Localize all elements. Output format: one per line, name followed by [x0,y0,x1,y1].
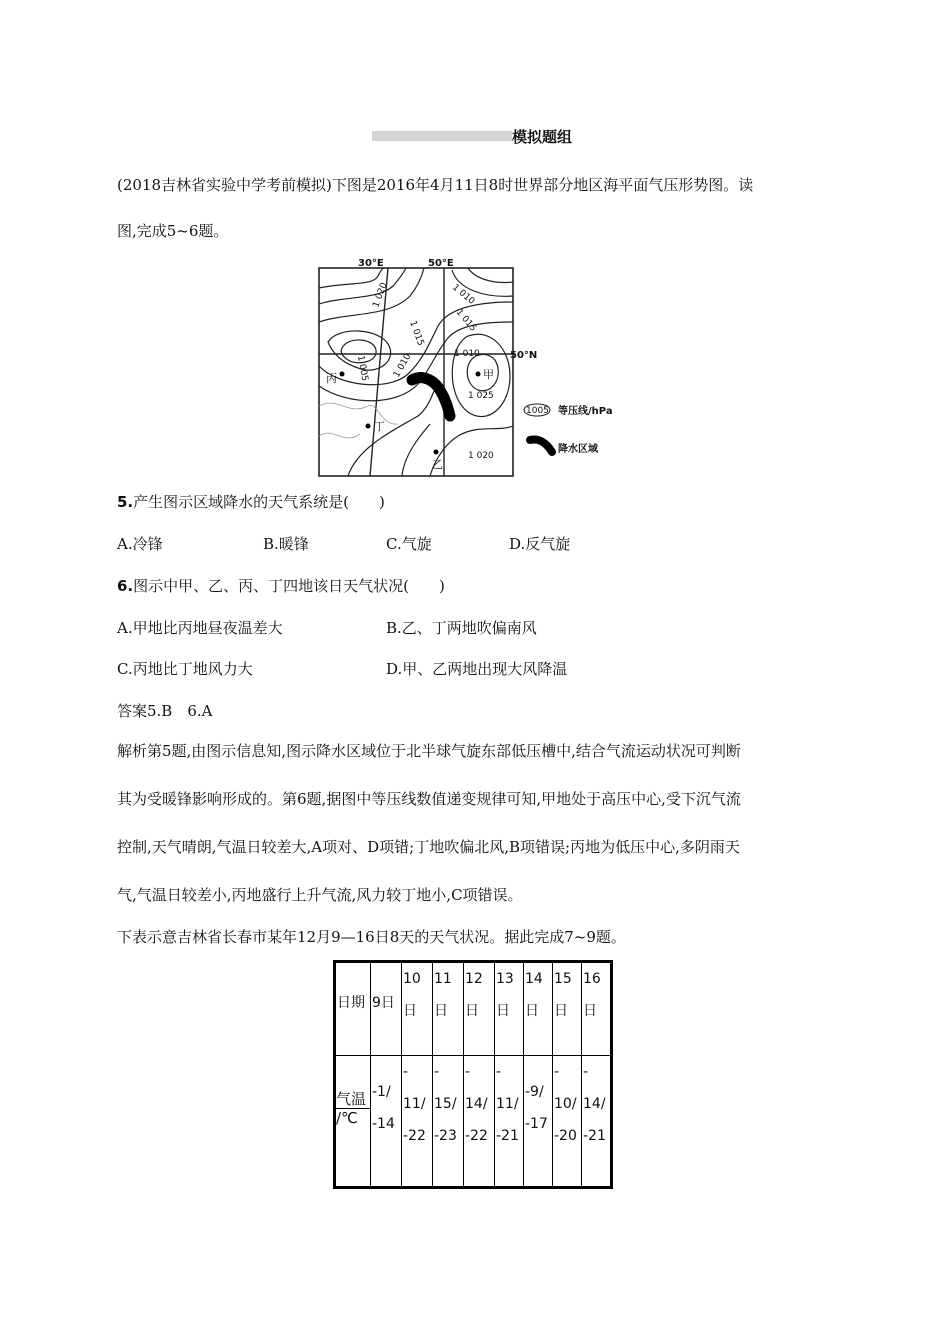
temp-cell: - 15/ -23 [434,1064,457,1144]
table-cell [335,1056,371,1188]
table-cell [371,962,402,1056]
q5-option-b: B.暖锋 [263,535,309,553]
isobar-label: 1 010 [391,352,414,380]
header-cell: 14 日 [525,971,543,1019]
q6-option-d: D.甲、乙两地出现大风降温 [386,660,568,678]
header-cell: 10 日 [403,971,421,1019]
analysis-line-3: 控制,天气晴朗,气温日较差大,A项对、D项错;丁地吹偏北风,B项错误;丙地为低压中心,多阴雨天 [117,838,740,856]
table-cell [495,962,524,1056]
question-5-number: 5. [117,493,134,511]
isobar-label: 1 010 [450,282,477,307]
pressure-map [318,256,648,478]
question-6-stem: 图示中甲、乙、丙、丁四地该日天气状况( ) [133,577,445,595]
table-cell [402,1056,433,1188]
isobar-label: 1 005 [355,354,370,382]
header-cell: 9日 [372,995,395,1011]
q5-option-a: A.冷锋 [117,535,163,553]
place-dot-bing [340,372,345,377]
place-ding: 丁 [374,420,385,433]
table-cell [371,1056,402,1188]
header-cell: 12 日 [465,971,483,1019]
table-cell [495,1056,524,1188]
isobar-line [468,268,513,282]
weather-table [333,960,613,1189]
isobar-line [348,386,436,476]
table-row [335,1056,612,1188]
table-cell [553,1056,582,1188]
analysis-line-4: 气,气温日较差小,丙地盛行上升气流,风力较丁地小,C项错误。 [117,886,523,904]
legend-isobar-label: 等压线/hPa [558,406,613,417]
isobar-line [319,268,384,288]
place-dot-ding [366,424,371,429]
map-legend [524,404,613,455]
table-cell [433,1056,464,1188]
isobar-label: 1 015 [453,307,478,334]
section-bar [372,131,512,141]
isobar-label: 1 025 [468,391,494,401]
temp-cell: -1/ -14 [372,1084,395,1132]
temp-cell: - 14/ -21 [583,1064,606,1144]
intro-line-2: 图,完成5~6题。 [117,222,229,240]
q5-option-c: C.气旋 [386,535,432,553]
temp-cell: - 11/ -22 [403,1064,426,1144]
table-cell [464,1056,495,1188]
isobar-label: 1 015 [407,319,426,348]
q6-option-b: B.乙、丁两地吹偏南风 [386,619,537,637]
place-bing: 丙 [326,372,337,385]
q6-option-c: C.丙地比丁地风力大 [117,660,253,678]
table-cell [553,962,582,1056]
legend-isobar-sample: 1005 [526,406,549,416]
analysis-line-1: 解析第5题,由图示信息知,图示降水区域位于北半球气旋东部低压槽中,结合气流运动状况可判断 [117,742,741,760]
lat-label-50n: 50°N [510,350,538,361]
coastline [319,403,398,424]
isobar-line [402,424,430,476]
table-cell [335,962,371,1056]
table-cell [402,962,433,1056]
place-yi: 乙 [432,458,443,471]
table-cell [433,962,464,1056]
legend-rain-symbol [530,440,552,453]
table-cell [464,962,495,1056]
temp-cell: - 10/ -20 [554,1064,577,1144]
table-cell [582,962,612,1056]
section-heading [372,126,592,146]
intro2-line: 下表示意吉林省长春市某年12月9—16日8天的天气状况。据此完成7~9题。 [117,928,626,946]
question-6 [117,576,445,596]
isobar-label: 1 010 [454,349,480,359]
coastline [319,433,360,438]
section-title: 模拟题组 [512,128,573,146]
isobar-label: 1 020 [468,451,494,461]
header-cell: 11 日 [434,971,452,1019]
temp-cell: - 14/ -22 [465,1064,488,1144]
lon-label-50e: 50°E [428,258,454,269]
header-cell: 16 日 [583,971,601,1019]
question-5 [117,492,385,512]
lon-label-30e: 30°E [358,258,384,269]
place-dot-yi [434,450,439,455]
q6-option-a: A.甲地比丙地昼夜温差大 [117,619,283,637]
place-dot-jia [476,372,481,377]
temp-label-bottom: /℃ [336,1109,358,1127]
temp-cell: -9/ -17 [525,1084,548,1132]
place-jia: 甲 [483,368,494,381]
analysis-line-2: 其为受暖锋影响形成的。第6题,据图中等压线数值递变规律可知,甲地处于高压中心,受下沉气流 [117,790,741,808]
table-cell [524,1056,553,1188]
legend-rain-label: 降水区域 [558,444,598,455]
temp-cell: - 11/ -21 [496,1064,519,1144]
table-row [335,962,612,1056]
header-date-label: 日期 [337,995,365,1011]
header-cell: 15 日 [554,971,572,1019]
intro-line-1: (2018吉林省实验中学考前模拟)下图是2016年4月11日8时世界部分地区海平面气压形势图。读 [117,176,754,194]
question-5-stem: 产生图示区域降水的天气系统是( ) [133,493,385,511]
table-cell [582,1056,612,1188]
isobar-line [452,334,510,416]
isobar-label: 1 020 [371,281,390,310]
temp-label-top: 气温 [336,1090,370,1109]
question-6-number: 6. [117,577,134,595]
header-cell: 13 日 [496,971,514,1019]
q5-option-d: D.反气旋 [509,535,571,553]
table-cell [524,962,553,1056]
answer-line: 答案5.B 6.A [117,702,213,720]
